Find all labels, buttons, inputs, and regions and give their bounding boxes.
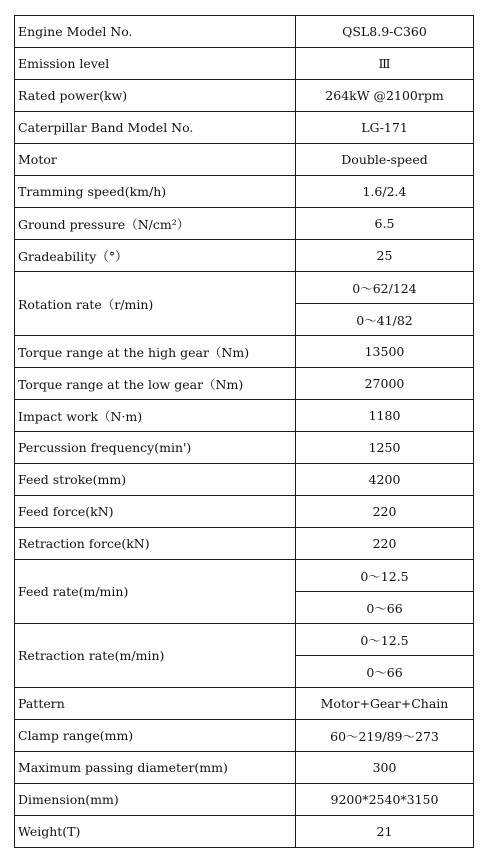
parameter-value: QSL8.9-C360: [296, 16, 474, 48]
table-row: [15, 208, 474, 240]
table-row: [15, 144, 474, 176]
table-row: [15, 528, 474, 560]
table-row: [15, 368, 474, 400]
parameter-value: 27000: [296, 368, 474, 400]
parameter-value: 220: [296, 528, 474, 560]
parameter-value: 1180: [296, 400, 474, 432]
spec-table: [14, 15, 474, 848]
parameter-value: 264kW @2100rpm: [296, 80, 474, 112]
table-row: [15, 464, 474, 496]
parameter-label: Tramming speed(km/h): [15, 176, 296, 208]
parameter-label: Torque range at the high gear（Nm): [15, 336, 296, 368]
parameter-value: 1.6/2.4: [296, 176, 474, 208]
table-row: [15, 784, 474, 816]
table-row: [15, 240, 474, 272]
parameter-value: 0～12.5: [296, 624, 474, 656]
parameter-value: 0～62/124: [296, 272, 474, 304]
parameter-value: 60～219/89～273: [296, 720, 474, 752]
table-row: [15, 48, 474, 80]
parameter-label: Feed force(kN): [15, 496, 296, 528]
parameter-label: Rated power(kw): [15, 80, 296, 112]
table-row: [15, 816, 474, 848]
parameter-label: Pattern: [15, 688, 296, 720]
parameter-value: 220: [296, 496, 474, 528]
parameter-value: 0～12.5: [296, 560, 474, 592]
parameter-label: Torque range at the low gear（Nm): [15, 368, 296, 400]
table-row: [15, 432, 474, 464]
parameter-value: 1250: [296, 432, 474, 464]
parameter-value: 9200*2540*3150: [296, 784, 474, 816]
table-row: [15, 80, 474, 112]
parameter-label: Weight(T): [15, 816, 296, 848]
parameter-label: Dimension(mm): [15, 784, 296, 816]
table-row: [15, 272, 474, 304]
table-row: [15, 624, 474, 656]
table-row: [15, 400, 474, 432]
table-row: [15, 112, 474, 144]
parameter-value: LG-171: [296, 112, 474, 144]
parameter-label: Engine Model No.: [15, 16, 296, 48]
parameter-value: 0～66: [296, 656, 474, 688]
parameter-label: Percussion frequency(min'): [15, 432, 296, 464]
parameter-value: 21: [296, 816, 474, 848]
parameter-label: Caterpillar Band Model No.: [15, 112, 296, 144]
spec-table-body: [15, 16, 474, 848]
parameter-label: Feed rate(m/min): [15, 560, 296, 624]
parameter-value: Motor+Gear+Chain: [296, 688, 474, 720]
table-row: [15, 688, 474, 720]
parameter-label: Impact work（N·m): [15, 400, 296, 432]
parameter-label: Motor: [15, 144, 296, 176]
table-row: [15, 496, 474, 528]
parameter-label: Feed stroke(mm): [15, 464, 296, 496]
table-row: [15, 720, 474, 752]
parameter-label: Maximum passing diameter(mm): [15, 752, 296, 784]
parameter-label: Clamp range(mm): [15, 720, 296, 752]
table-row: [15, 560, 474, 592]
parameter-label: Ground pressure（N/cm²）: [15, 208, 296, 240]
parameter-value: Double-speed: [296, 144, 474, 176]
parameter-value: 300: [296, 752, 474, 784]
table-row: [15, 176, 474, 208]
parameter-value: 0～66: [296, 592, 474, 624]
parameter-value: 4200: [296, 464, 474, 496]
parameter-label: Retraction force(kN): [15, 528, 296, 560]
parameter-value: Ⅲ: [296, 48, 474, 80]
table-row: [15, 16, 474, 48]
parameter-label: Rotation rate（r/min): [15, 272, 296, 336]
parameter-value: 0～41/82: [296, 304, 474, 336]
parameter-value: 6.5: [296, 208, 474, 240]
parameter-value: 13500: [296, 336, 474, 368]
parameter-value: 25: [296, 240, 474, 272]
table-row: [15, 752, 474, 784]
parameter-label: Gradeability（°）: [15, 240, 296, 272]
parameter-label: Retraction rate(m/min): [15, 624, 296, 688]
table-row: [15, 336, 474, 368]
parameter-label: Emission level: [15, 48, 296, 80]
